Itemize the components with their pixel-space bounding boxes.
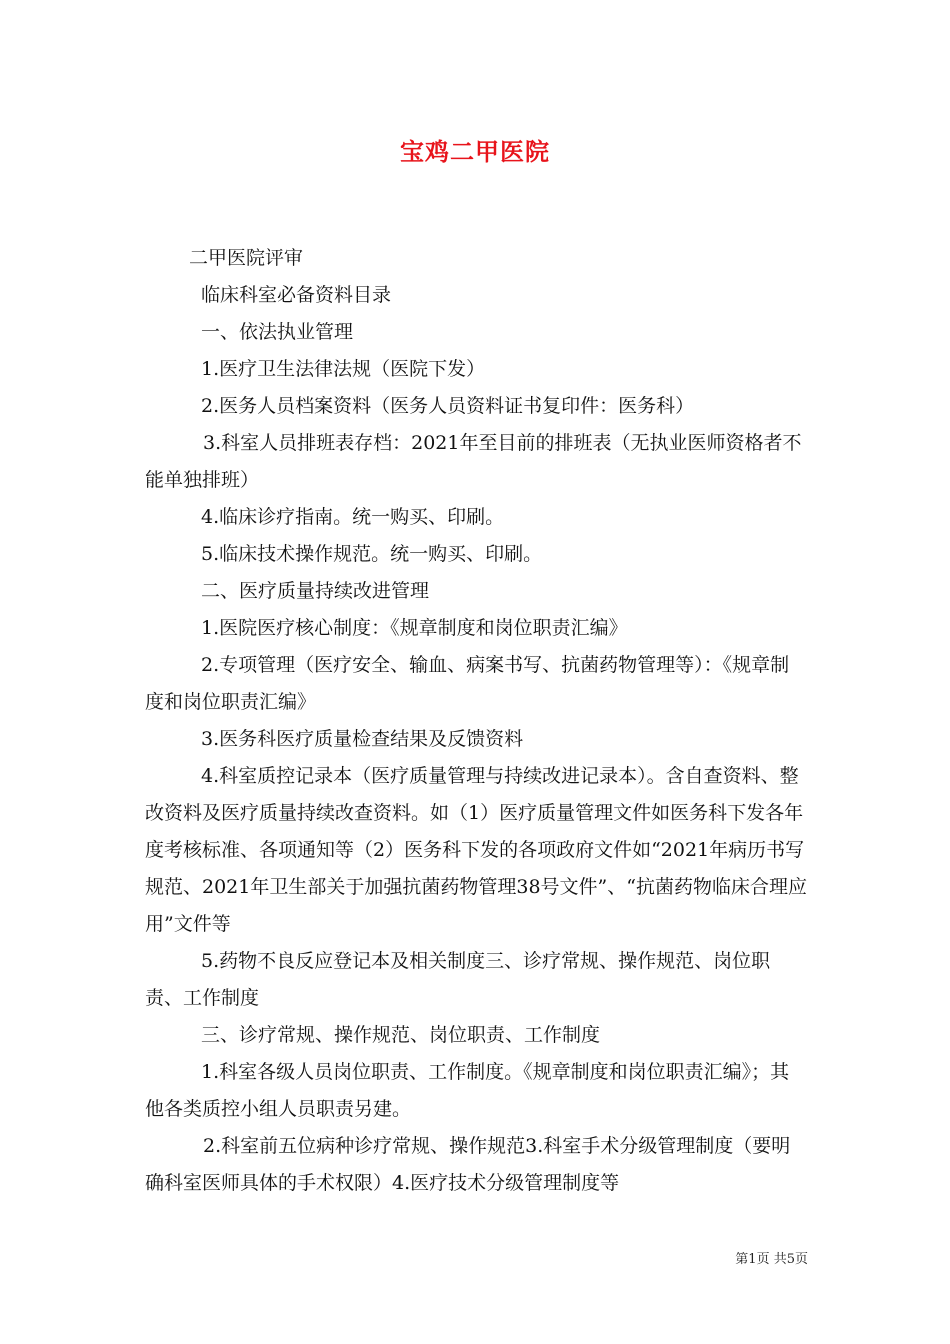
footer-suffix: 页 (794, 1252, 808, 1267)
list-item: 5.临床技术操作规范。统一购买、印刷。 (201, 543, 543, 565)
paragraph-review-heading: 二甲医院评审 (189, 247, 304, 269)
footer-page: 1 (748, 1252, 757, 1267)
list-item: 1.医院医疗核心制度：《规章制度和岗位职责汇编》 (201, 617, 628, 639)
list-item: 4.科室质控记录本（医疗质量管理与持续改进记录本）。含自查资料、整改资料及医疗质量持续改查资料。如（1）医疗质量管理文件如医务科下发各年度考核标准、各项通知等（2）医务科下发的各项政府文件如“2021年病历书写规范、2021年卫生部关于加强抗菌药物管理38号文件”、“抗菌药物临床合理应用”文件等 (145, 765, 807, 935)
document-title: 宝鸡二甲医院 (400, 137, 550, 166)
list-item: 1.科室各级人员岗位职责、工作制度。《规章制度和岗位职责汇编》；其他各类质控小组人员职责另建。 (145, 1061, 790, 1120)
list-item: 4.临床诊疗指南。统一购买、印刷。 (201, 506, 505, 528)
footer-prefix: 第 (735, 1252, 749, 1267)
list-item: 3.科室人员排班表存档：2021年至目前的排班表（无执业医师资格者不能单独排班） (145, 432, 802, 491)
list-item: 2.医务人员档案资料（医务人员资料证书复印件：医务科） (201, 395, 695, 417)
list-item: 1.医疗卫生法律法规（医院下发） (201, 358, 486, 380)
list-item: 2.专项管理（医疗安全、输血、病案书写、抗菌药物管理等）：《规章制度和岗位职责汇编》 (145, 654, 790, 713)
section-heading-3: 三、诊疗常规、操作规范、岗位职责、工作制度 (201, 1024, 601, 1046)
section-heading-1: 一、依法执业管理 (201, 321, 354, 343)
list-item: 5.药物不良反应登记本及相关制度三、诊疗常规、操作规范、岗位职责、工作制度 (145, 950, 771, 1009)
footer-total: 5 (786, 1252, 795, 1267)
section-heading-2: 二、医疗质量持续改进管理 (201, 580, 430, 602)
list-item: 3.医务科医疗质量检查结果及反馈资料 (201, 728, 524, 750)
page-number-footer (735, 1248, 808, 1267)
footer-middle: 页 共 (756, 1252, 787, 1267)
list-item: 2.科室前五位病种诊疗常规、操作规范3.科室手术分级管理制度（要明确科室医师具体的手术权限）4.医疗技术分级管理制度等 (145, 1135, 791, 1194)
document-body (145, 240, 808, 1202)
paragraph-catalog-heading: 临床科室必备资料目录 (201, 284, 392, 306)
